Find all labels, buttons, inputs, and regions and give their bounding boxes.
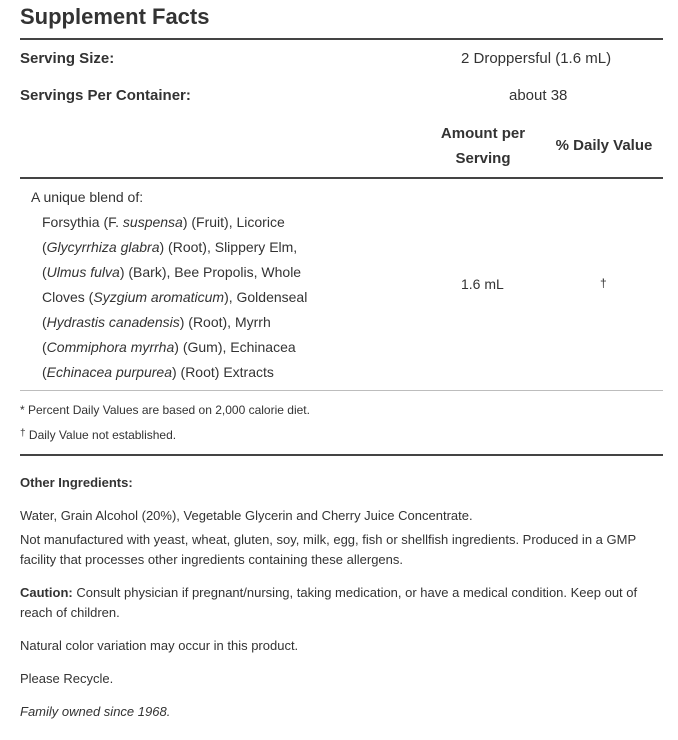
recycle-note: Please Recycle. — [20, 671, 114, 686]
panel-title: Supplement Facts — [20, 4, 210, 29]
blend-daily-value: † — [600, 276, 607, 290]
blend-line: Forsythia (F. suspensa) (Fruit), Licorice — [42, 214, 285, 230]
blend-intro: A unique blend of: — [31, 189, 144, 205]
dagger-symbol: † — [20, 428, 26, 439]
servings-per-container-label: Servings Per Container: — [20, 87, 191, 104]
blend-line: (Hydrastis canadensis) (Root), Myrrh — [42, 314, 271, 330]
amount-header-line2: Serving — [455, 150, 511, 167]
blend-line: (Glycyrrhiza glabra) (Root), Slippery Elm, — [42, 239, 298, 255]
caution-text: Consult physician if pregnant/nursing, taking medication, or have a medical condition. Keep out of reach of children. — [20, 585, 638, 620]
blend-divider — [20, 390, 663, 391]
other-ingredients-text: Water, Grain Alcohol (20%), Vegetable Glycerin and Cherry Juice Concentrate. — [20, 508, 473, 523]
allergen-statement: Not manufactured with yeast, wheat, gluten, soy, milk, egg, fish or shellfish ingredients. Produced in a GMP facility that processes other ingredients containing these allergens. — [20, 532, 636, 567]
blend-line: (Echinacea purpurea) (Root) Extracts — [42, 364, 274, 380]
blend-ingredients — [42, 210, 332, 385]
color-variation-note: Natural color variation may occur in this product. — [20, 638, 299, 653]
caution-label: Caution: — [20, 585, 73, 600]
serving-size-label: Serving Size: — [20, 50, 115, 67]
blend-amount: 1.6 mL — [461, 276, 504, 292]
family-owned-note: Family owned since 1968. — [20, 704, 171, 719]
dagger-text: Daily Value not established. — [28, 428, 177, 442]
footnote-rule — [20, 454, 663, 456]
title-rule — [20, 38, 663, 40]
blend-line: (Ulmus fulva) (Bark), Bee Propolis, Whole — [42, 264, 302, 280]
amount-per-serving-header — [433, 121, 533, 171]
header-rule — [20, 177, 663, 179]
dagger-footnote — [20, 428, 176, 442]
serving-size-value: 2 Droppersful (1.6 mL) — [461, 50, 612, 67]
percent-footnote: * Percent Daily Values are based on 2,000 calorie diet. — [20, 403, 310, 417]
servings-per-container-value: about 38 — [509, 87, 568, 104]
other-ingredients-label: Other Ingredients: — [20, 475, 133, 490]
amount-header-line1: Amount per — [440, 125, 526, 142]
blend-line: Cloves (Syzgium aromaticum), Goldenseal — [42, 289, 308, 305]
caution-statement — [20, 583, 663, 623]
daily-value-header: % Daily Value — [555, 137, 653, 154]
blend-line: (Commiphora myrrha) (Gum), Echinacea — [42, 339, 296, 355]
